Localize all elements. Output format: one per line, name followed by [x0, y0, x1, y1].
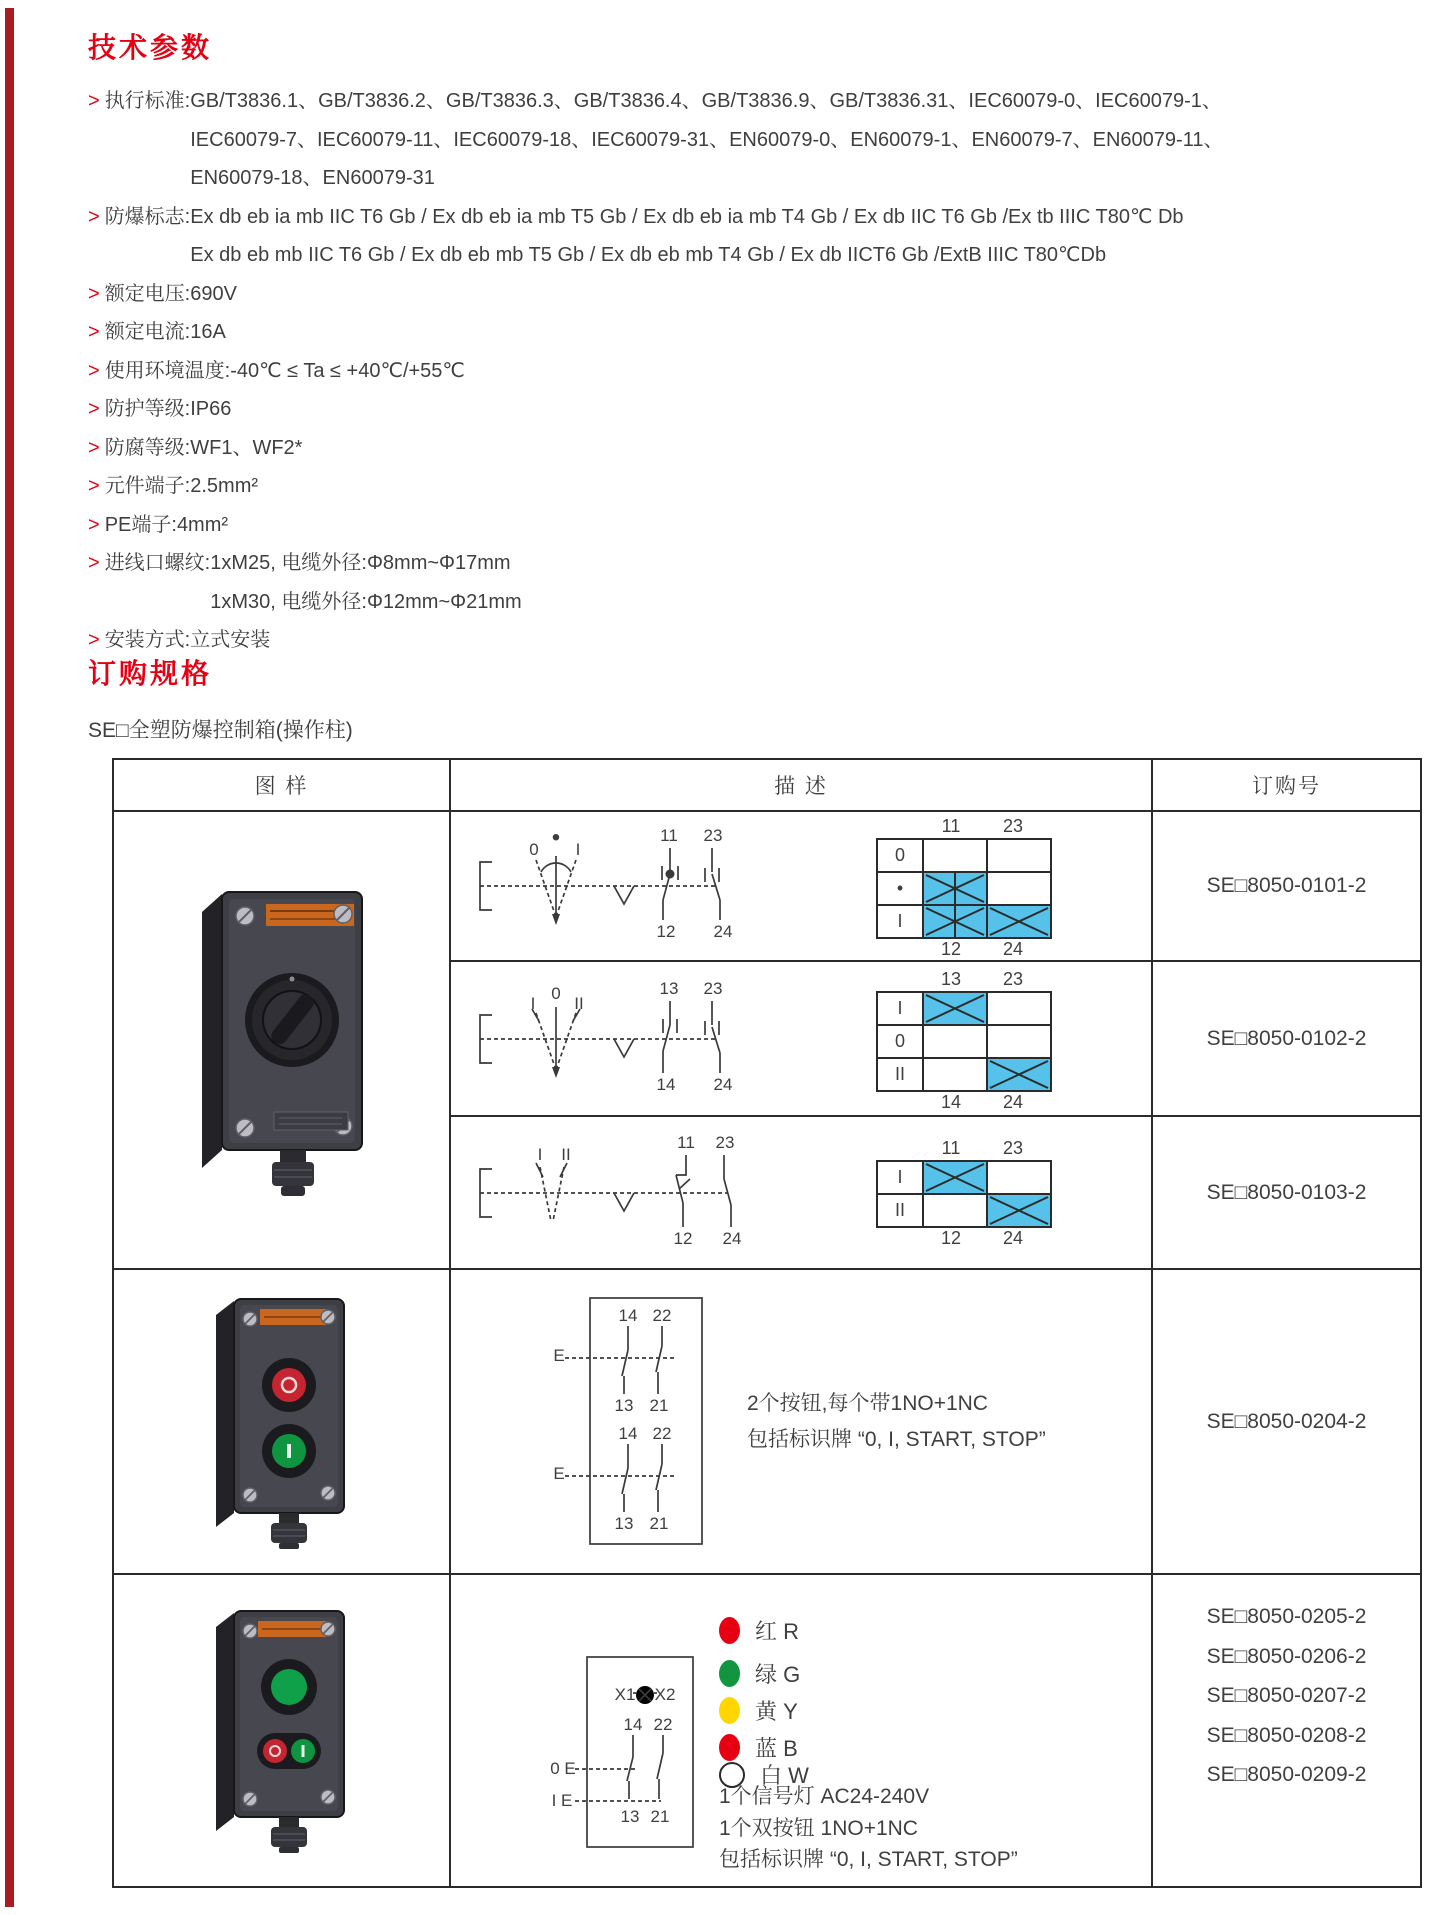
spec-value	[190, 313, 226, 352]
truth-table-row	[877, 992, 1051, 1025]
diagram-label: 12	[656, 922, 676, 941]
contact-open-cell	[923, 1025, 987, 1058]
table-row	[113, 811, 1421, 961]
spec-value-line: 16A	[190, 321, 226, 343]
contact-truth-table	[876, 816, 1052, 961]
terminal-number: 12	[940, 939, 962, 959]
legend-item	[719, 1615, 799, 1646]
spec-item	[88, 390, 1223, 429]
contact-truth-table	[876, 969, 1052, 1114]
table-row	[113, 1269, 1421, 1574]
product-photo-cell	[113, 1574, 450, 1887]
diagram-label: E	[553, 1346, 565, 1365]
spec-value	[190, 390, 231, 429]
switch-schematic-I-II	[476, 1133, 776, 1253]
diagram-label: II	[561, 1145, 571, 1164]
table-header-row	[113, 759, 1421, 811]
spec-value-line: 1xM30, 电缆外径:Φ12mm~Φ21mm	[210, 590, 522, 613]
description-line: 包括标识牌 “0, I, START, STOP”	[719, 1848, 1018, 1871]
green-lamp-button	[271, 1669, 307, 1705]
diagram-label: 13	[620, 1807, 640, 1826]
truth-table-row	[877, 839, 1051, 872]
order-number: SE□8050-0205-2	[1206, 1605, 1367, 1628]
spec-label: 使用环境温度:	[104, 359, 231, 382]
spec-item	[88, 621, 1223, 660]
truth-table-grid	[876, 1160, 1052, 1228]
contact-closed-mark	[923, 872, 987, 905]
description-line: 2个按钮,每个带1NO+1NC	[747, 1392, 988, 1415]
product-photo-two-button-box	[202, 1289, 362, 1549]
truth-table-terminal-labels	[876, 816, 1052, 838]
spec-label: 防腐等级:	[104, 436, 191, 459]
diagram-label: I E	[551, 1791, 573, 1810]
spec-value-line: IP66	[190, 398, 232, 420]
switch-position-label: 0	[877, 1025, 923, 1058]
spec-value	[190, 275, 237, 314]
product-photo-lamp-button-box	[202, 1603, 362, 1853]
diagram-label: 13	[659, 979, 679, 998]
diagram-label: 22	[652, 1306, 672, 1325]
spec-label: 执行标准:	[104, 90, 191, 112]
spec-label: 安装方式:	[104, 629, 191, 651]
diagram-label: 23	[703, 979, 723, 998]
diagram-label: 14	[618, 1424, 638, 1443]
cable-gland	[279, 1817, 299, 1827]
ordering-table	[112, 758, 1422, 1888]
contact-closed-mark	[923, 905, 987, 938]
spec-bullet: >	[88, 398, 100, 420]
diagram-label: 24	[722, 1229, 742, 1248]
spec-bullet: >	[88, 321, 100, 343]
terminal-number: 24	[1002, 939, 1024, 959]
diagram-label: 0	[551, 984, 561, 1003]
switch-position-label: I	[877, 1161, 923, 1194]
switch-position-label: 0	[877, 839, 923, 872]
spec-label: PE端子:	[104, 513, 177, 536]
legend-label: 白 W	[760, 1763, 809, 1788]
spec-value	[190, 82, 1223, 198]
diagram-label: 23	[715, 1133, 735, 1152]
truth-table-terminal-labels	[876, 969, 1052, 991]
contact-open-cell	[923, 1194, 987, 1227]
spec-item	[88, 82, 1223, 198]
contact-closed-mark	[987, 1058, 1051, 1091]
switch-schematic-I-0-II	[476, 979, 776, 1099]
diagram-label: 14	[618, 1306, 638, 1325]
truth-table-row	[877, 1025, 1051, 1058]
order-number: SE□8050-0208-2	[1206, 1723, 1367, 1747]
product-photo-rotary-switch-box	[182, 878, 382, 1198]
terminal-number: 23	[1002, 1138, 1024, 1158]
order-number: SE□8050-0101-2	[1152, 811, 1421, 961]
spec-bullet: >	[88, 90, 100, 112]
spec-value-line: 立式安装	[190, 629, 271, 651]
column-header-order-no: 订购号	[1152, 759, 1421, 811]
cable-gland	[280, 1150, 306, 1162]
description-cell	[450, 1116, 1152, 1269]
terminal-number: 11	[941, 816, 961, 836]
description-line: 1个双按钮 1NO+1NC	[719, 1816, 918, 1840]
spec-bullet: >	[88, 359, 100, 382]
diagram-label: I	[537, 1145, 543, 1164]
truth-table-grid	[876, 991, 1052, 1092]
terminal-number: 13	[940, 969, 962, 989]
contact-closed-mark	[987, 1194, 1051, 1227]
contact-closed-mark	[923, 1161, 987, 1194]
spec-label: 额定电压:	[104, 282, 191, 305]
diagram-label: 11	[660, 826, 678, 845]
order-number: SE□8050-0103-2	[1152, 1116, 1421, 1269]
spec-value	[190, 429, 302, 468]
order-number: SE□8050-0206-2	[1206, 1644, 1367, 1668]
truth-table-row	[877, 1194, 1051, 1227]
diagram-label: 0	[529, 840, 539, 859]
lamp-button-schematic	[535, 1655, 710, 1850]
contact-open-cell	[987, 1161, 1051, 1194]
truth-table-terminal-labels	[876, 1138, 1052, 1160]
spec-value	[210, 544, 521, 621]
terminal-number: 12	[940, 1228, 962, 1248]
spec-label: 额定电流:	[104, 321, 191, 343]
diagram-label: 14	[623, 1715, 643, 1734]
spec-item	[88, 275, 1223, 314]
contact-open-cell	[987, 839, 1051, 872]
spec-item	[88, 352, 1223, 391]
spec-item	[88, 544, 1223, 621]
description-text	[719, 1781, 1018, 1876]
spec-label: 防爆标志:	[104, 205, 191, 228]
spec-value	[190, 467, 258, 506]
contact-open-cell	[923, 1058, 987, 1091]
diagram-label: E	[553, 1464, 565, 1483]
lamp-color-dot-icon	[719, 1660, 740, 1687]
order-number-list-cell	[1152, 1574, 1421, 1887]
left-red-stripe	[5, 8, 14, 1907]
spec-value-line: 2.5mm²	[190, 475, 259, 497]
spec-value	[190, 198, 1183, 275]
legend-item	[719, 1695, 798, 1726]
truth-table-terminal-labels	[876, 1092, 1052, 1114]
truth-table-row	[877, 1161, 1051, 1194]
table-row	[113, 1574, 1421, 1887]
contact-closed-mark	[987, 905, 1051, 938]
terminal-number: 24	[1002, 1092, 1024, 1112]
spec-item	[88, 506, 1223, 545]
legend-label: 红 R	[755, 1619, 800, 1644]
diagram-label: 24	[713, 1075, 733, 1094]
description-cell	[450, 961, 1152, 1116]
spec-value-line: -40℃ ≤ Ta ≤ +40℃/+55℃	[230, 359, 465, 382]
lamp-color-legend	[719, 1587, 1019, 1788]
spec-bullet: >	[88, 436, 100, 459]
spec-label: 防护等级:	[104, 398, 191, 420]
diagram-label: 13	[614, 1514, 634, 1533]
description-line: 包括标识牌 “0, I, START, STOP”	[747, 1428, 1046, 1451]
pushbutton-schematic	[535, 1296, 710, 1546]
diagram-label: 12	[673, 1229, 693, 1248]
product-photo-cell	[113, 811, 450, 1269]
spec-bullet: >	[88, 513, 100, 536]
switch-position-label: I	[877, 992, 923, 1025]
spec-value	[230, 352, 465, 391]
spec-value-line: 1xM25, 电缆外径:Φ8mm~Φ17mm	[210, 552, 511, 574]
spec-label: 元件端子:	[104, 475, 191, 497]
spec-value-line: WF1、WF2*	[190, 436, 303, 459]
spec-item	[88, 467, 1223, 506]
lamp-color-dot-icon	[719, 1697, 740, 1724]
terminal-number: 14	[940, 1092, 962, 1112]
diagram-label: 22	[653, 1715, 673, 1734]
description-cell	[450, 811, 1152, 961]
diagram-label: 0 E	[550, 1759, 576, 1778]
truth-table-grid	[876, 838, 1052, 939]
contact-closed-mark	[923, 992, 987, 1025]
spec-value-line: Ex db eb ia mb IIC T6 Gb / Ex db eb ia mb T5 Gb / Ex db eb ia mb T4 Gb / Ex db IIC T6 Gb /Ex tb IIIC T80℃ Db	[190, 205, 1184, 228]
red-stop-button	[263, 1739, 287, 1763]
description-cell	[450, 1269, 1152, 1574]
spec-bullet: >	[88, 475, 100, 497]
spec-value-line: 690V	[190, 282, 237, 305]
terminal-number: 11	[941, 1138, 961, 1158]
diagram-label: X2	[654, 1685, 676, 1704]
product-series-subtitle: SE□全塑防爆控制箱(操作柱)	[88, 719, 353, 742]
diagram-label: 22	[652, 1424, 672, 1443]
terminal-number: 23	[1002, 816, 1024, 836]
spec-item	[88, 198, 1223, 275]
spec-item	[88, 429, 1223, 468]
switch-position-label: II	[877, 1058, 923, 1091]
switch-position-label: II	[877, 1194, 923, 1227]
diagram-label: II	[574, 994, 584, 1013]
spec-value-line: 4mm²	[176, 513, 229, 536]
diagram-label: X1	[614, 1685, 636, 1704]
spec-bullet: >	[88, 282, 100, 305]
spec-value-line: Ex db eb mb IIC T6 Gb / Ex db eb mb T5 Gb / Ex db eb mb T4 Gb / Ex db IICT6 Gb /ExtB IIIC T80℃Db	[190, 244, 1107, 266]
diagram-label: •	[551, 824, 561, 851]
order-number-list	[1153, 1575, 1420, 1795]
switch-position-label: •	[877, 872, 923, 905]
section-title-technical-parameters: 技术参数	[88, 32, 213, 63]
spec-list	[88, 82, 1223, 660]
column-header-drawing: 图 样	[113, 759, 450, 811]
spec-value-line: GB/T3836.1、GB/T3836.2、GB/T3836.3、GB/T3836.4、GB/T3836.9、GB/T3836.31、IEC60079-0、IEC60079-1、	[190, 90, 1222, 112]
diagram-label: 13	[614, 1396, 634, 1415]
contact-truth-table	[876, 1138, 1052, 1250]
truth-table-row	[877, 905, 1051, 938]
legend-label: 绿 G	[755, 1662, 801, 1687]
order-number: SE□8050-0204-2	[1152, 1269, 1421, 1574]
column-header-description: 描 述	[450, 759, 1152, 811]
spec-item	[88, 313, 1223, 352]
spec-bullet: >	[88, 552, 100, 574]
section-title-ordering-spec: 订购规格	[88, 658, 213, 689]
diagram-label: 21	[650, 1807, 670, 1826]
diagram-label: 23	[703, 826, 723, 845]
description-cell	[450, 1574, 1152, 1887]
diagram-label: I	[530, 994, 536, 1013]
diagram-label: 11	[677, 1133, 695, 1152]
spec-bullet: >	[88, 205, 100, 228]
legend-item	[719, 1658, 800, 1689]
description-text	[747, 1386, 1046, 1458]
spec-value-line: EN60079-18、EN60079-31	[190, 167, 435, 189]
lamp-color-dot-icon	[719, 1617, 740, 1644]
contact-open-cell	[987, 992, 1051, 1025]
diagram-label: 24	[713, 922, 733, 941]
spec-value	[177, 506, 228, 545]
order-number: SE□8050-0209-2	[1206, 1763, 1367, 1786]
description-line: 1个信号灯 AC24-240V	[719, 1785, 930, 1808]
truth-table-row	[877, 872, 1051, 905]
red-stop-button	[272, 1368, 306, 1402]
truth-table-row	[877, 1058, 1051, 1091]
legend-label: 蓝 B	[755, 1736, 798, 1761]
spec-value-line: IEC60079-7、IEC60079-11、IEC60079-18、IEC60079-31、EN60079-0、EN60079-1、EN60079-7、EN60079-11、	[190, 128, 1224, 151]
terminal-number: 23	[1002, 969, 1024, 989]
diagram-label: I	[575, 840, 581, 859]
switch-schematic-3pos	[476, 826, 776, 946]
product-photo-cell	[113, 1269, 450, 1574]
lamp-color-dot-icon	[719, 1734, 740, 1761]
order-number: SE□8050-0207-2	[1206, 1684, 1367, 1707]
contact-open-cell	[923, 839, 987, 872]
truth-table-terminal-labels	[876, 1228, 1052, 1250]
terminal-number: 24	[1002, 1228, 1024, 1248]
contact-open-cell	[987, 872, 1051, 905]
legend-label: 黄 Y	[755, 1699, 798, 1724]
contact-open-cell	[987, 1025, 1051, 1058]
spec-bullet: >	[88, 629, 100, 651]
diagram-label: 21	[649, 1514, 669, 1533]
spec-label: 进线口螺纹:	[104, 552, 211, 574]
diagram-label: 21	[649, 1396, 669, 1415]
truth-table-terminal-labels	[876, 939, 1052, 961]
switch-position-label: I	[877, 905, 923, 938]
order-number: SE□8050-0102-2	[1152, 961, 1421, 1116]
cable-gland	[279, 1513, 299, 1523]
diagram-label: 14	[656, 1075, 676, 1094]
